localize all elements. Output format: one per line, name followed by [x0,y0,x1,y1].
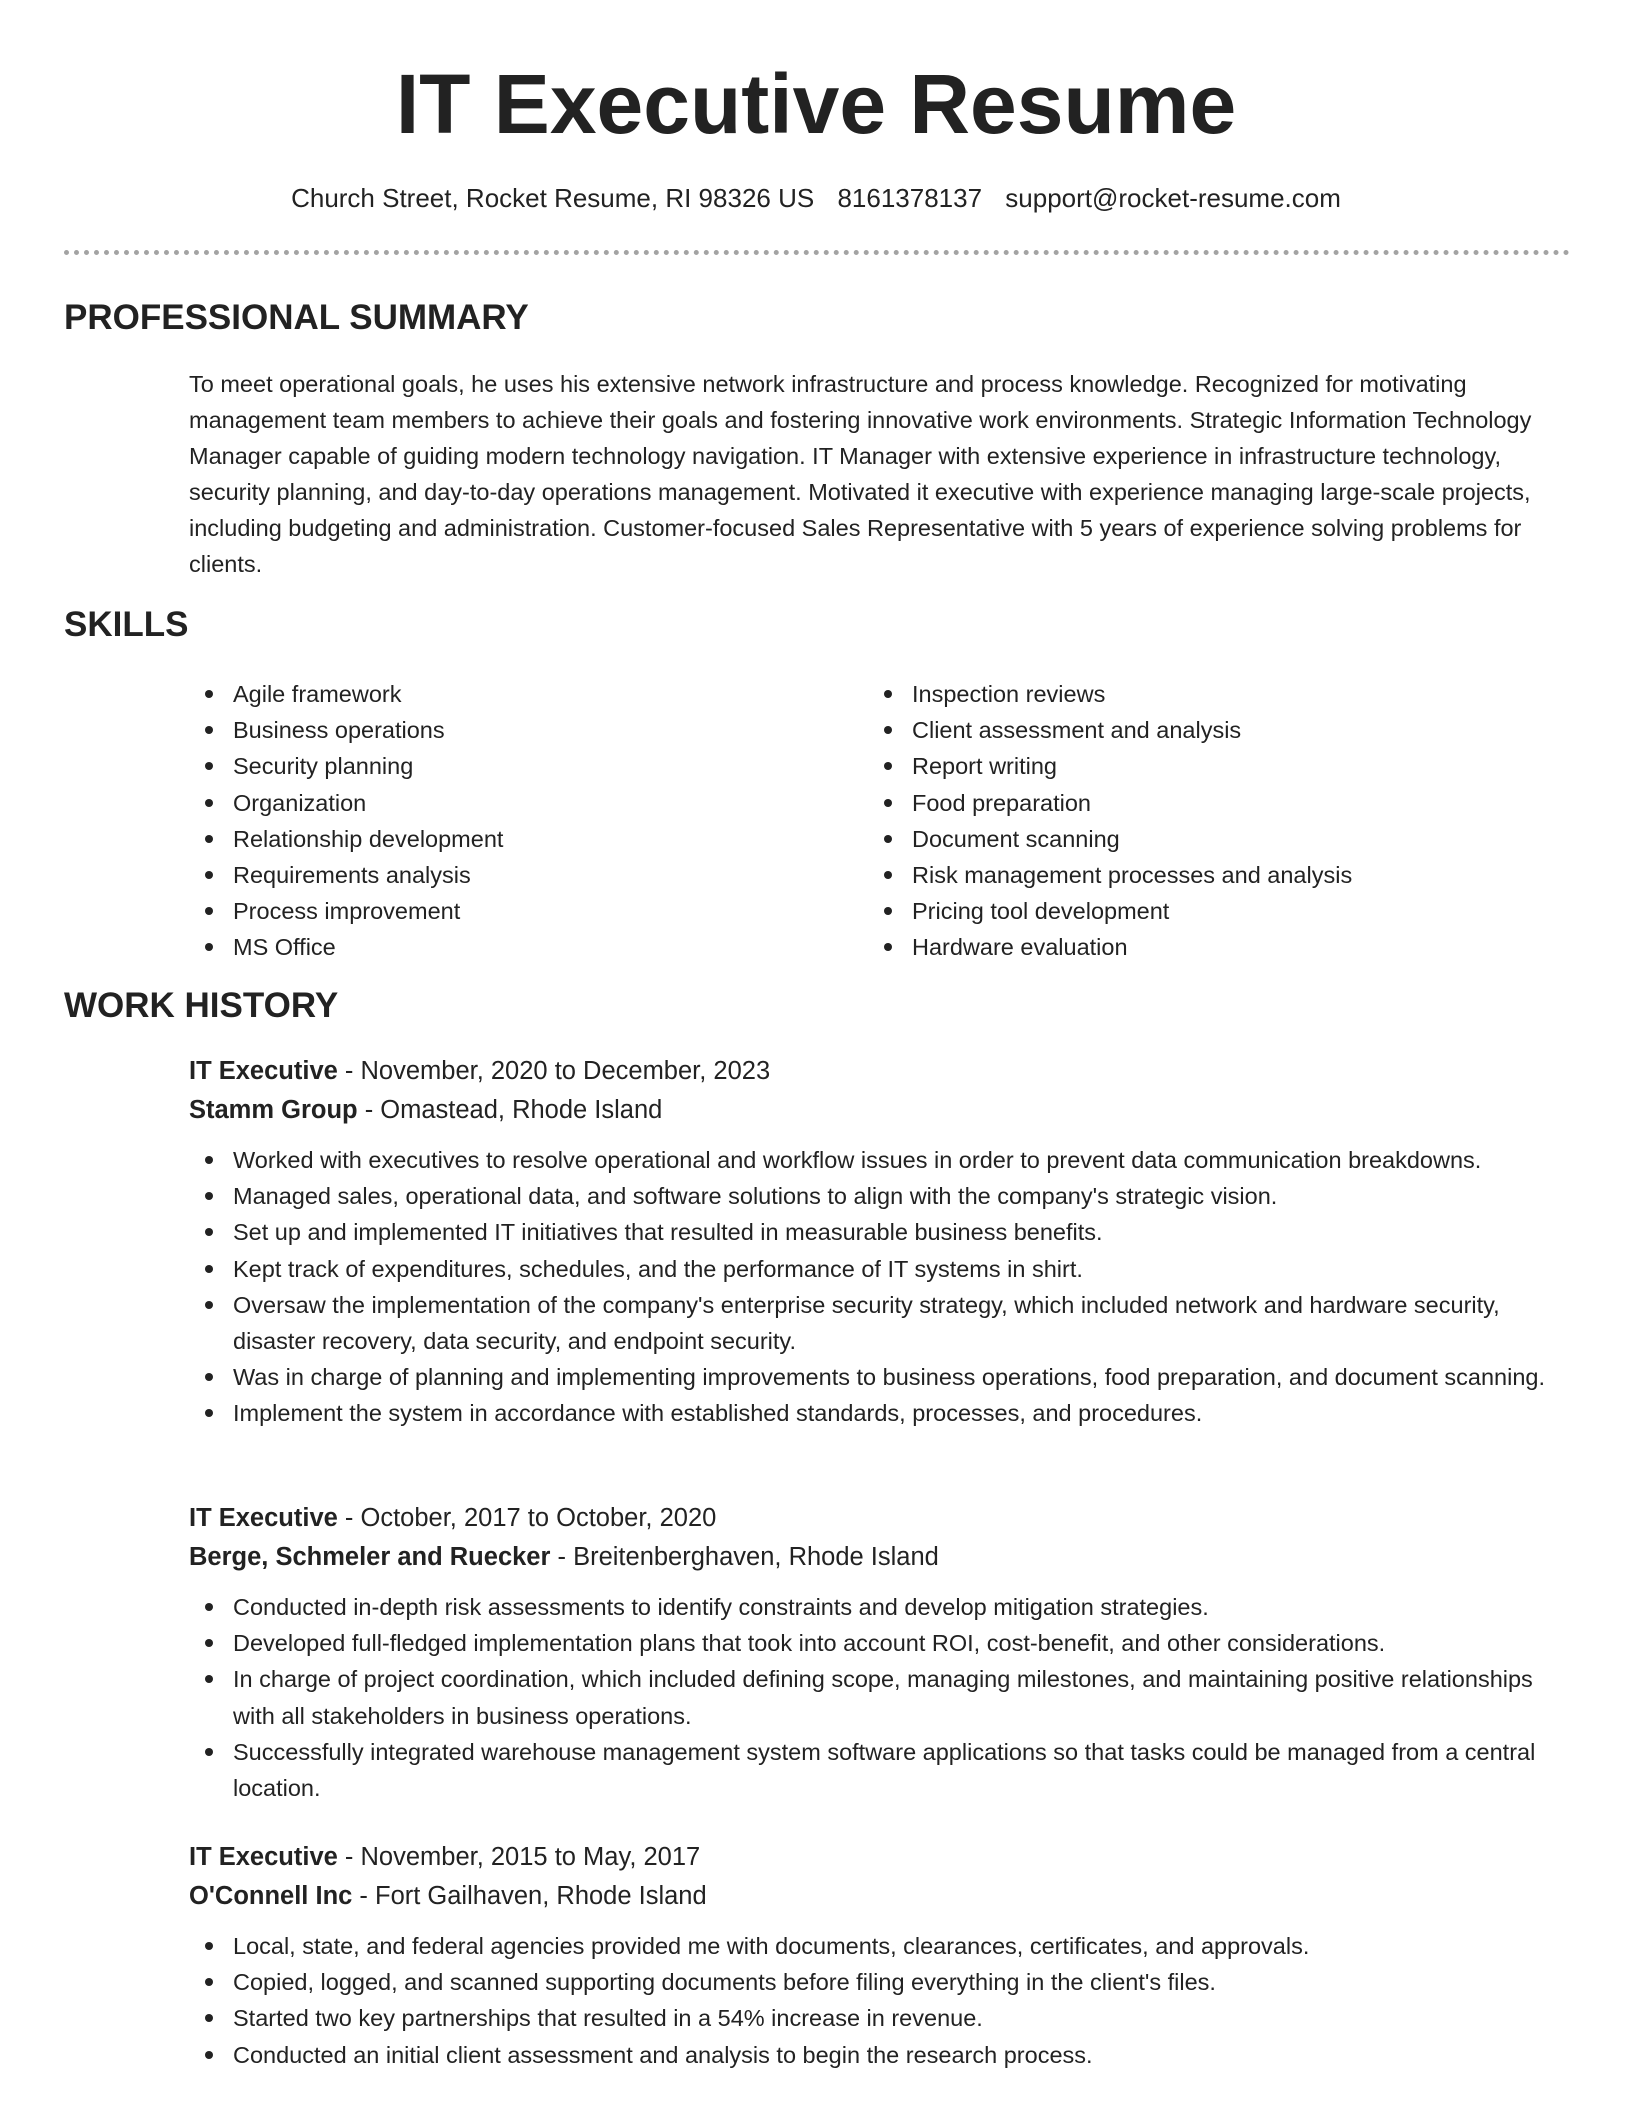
job-bullet: Implement the system in accordance with established standards, processes, and procedures. [189,1395,1579,1431]
job-title: IT Executive [189,1057,338,1085]
job-dates: - November, 2015 to May, 2017 [337,1843,701,1871]
job-employer [189,1537,1589,1577]
skill-item: Hardware evaluation [868,929,1508,965]
skill-item: Food preparation [868,785,1508,821]
job-bullet: Started two key partnerships that resulted in a 54% increase in revenue. [189,2000,1579,2036]
skill-item: Risk management processes and analysis [868,857,1508,893]
address-text: Church Street, Rocket Resume, RI 98326 US [291,183,815,213]
phone-text: 8161378137 [837,183,983,213]
job-bullet: Conducted an initial client assessment and analysis to begin the research process. [189,2037,1579,2073]
job-title: IT Executive [189,1843,338,1871]
skill-item: Agile framework [189,676,829,712]
section-title-skills: SKILLS [64,605,189,644]
skill-item: Organization [189,785,829,821]
job-title: IT Executive [189,1504,338,1532]
job-dates: - November, 2020 to December, 2023 [337,1057,771,1085]
skill-item: Report writing [868,748,1508,784]
job-bullet: Developed full-fledged implementation plans that took into account ROI, cost-benefit, and other considerations. [189,1625,1579,1661]
job-heading [189,1838,1589,1876]
job-bullet: Was in charge of planning and implementing improvements to business operations, food preparation, and document scanning. [189,1359,1579,1395]
job-bullet: Conducted in-depth risk assessments to identify constraints and develop mitigation strategies. [189,1589,1579,1625]
job-bullets [189,1142,1579,1432]
job-bullet: Local, state, and federal agencies provided me with documents, clearances, certificates, and approvals. [189,1928,1579,1964]
job-bullets [189,1589,1579,1806]
skill-item: Document scanning [868,821,1508,857]
job-entry [189,1052,1589,1432]
skill-item: Business operations [189,712,829,748]
job-bullet: Managed sales, operational data, and software solutions to align with the company's strategic vision. [189,1178,1579,1214]
summary-text: To meet operational goals, he uses his extensive network infrastructure and process knowledge. Recognized for motivating management team members to achieve their goals and fostering innovative work environments. Strategic Information Technology Manager capable of guiding modern technology navigation. IT Manager with extensive experience in infrastructure technology, security planning, and day-to-day operations management. Motivated it executive with experience managing large-scale projects, including budgeting and administration. Customer-focused Sales Representative with 5 years of experience solving problems for clients. [189,371,1532,577]
skill-item: Inspection reviews [868,676,1508,712]
email-link[interactable]: support@rocket-resume.com [1005,183,1341,213]
skill-item: Process improvement [189,893,829,929]
job-employer [189,1090,1589,1130]
job-location: - Fort Gailhaven, Rhode Island [352,1882,707,1910]
header-divider [64,250,1570,255]
job-entry [189,1838,1589,2073]
skills-list-right [868,676,1508,966]
job-bullets [189,1928,1579,2073]
skill-item: Pricing tool development [868,893,1508,929]
job-bullet: Oversaw the implementation of the company's enterprise security strategy, which included network and hardware security, disaster recovery, data security, and endpoint security. [189,1287,1579,1359]
resume-title: IT Executive Resume [395,57,1237,151]
job-bullet: Copied, logged, and scanned supporting documents before filing everything in the client's files. [189,1964,1579,2000]
job-bullet: In charge of project coordination, which included defining scope, managing milestones, and maintaining positive relationships with all stakeholders in business operations. [189,1661,1579,1733]
company-name: O'Connell Inc [189,1882,353,1910]
job-heading [189,1499,1589,1537]
job-location: - Omastead, Rhode Island [357,1096,663,1124]
job-dates: - October, 2017 to October, 2020 [337,1504,717,1532]
contact-info [0,180,1632,216]
company-name: Stamm Group [189,1096,358,1124]
job-bullet: Worked with executives to resolve operational and workflow issues in order to prevent data communication breakdowns. [189,1142,1579,1178]
section-title-summary: PROFESSIONAL SUMMARY [64,298,529,337]
job-location: - Breitenberghaven, Rhode Island [550,1543,939,1571]
job-heading [189,1052,1589,1090]
job-employer [189,1876,1589,1916]
skill-item: Requirements analysis [189,857,829,893]
job-bullet: Kept track of expenditures, schedules, and the performance of IT systems in shirt. [189,1251,1579,1287]
job-bullet: Successfully integrated warehouse management system software applications so that tasks could be managed from a central location. [189,1734,1579,1806]
skill-item: Relationship development [189,821,829,857]
job-entry [189,1499,1589,1806]
section-title-work: WORK HISTORY [64,986,339,1025]
skill-item: Client assessment and analysis [868,712,1508,748]
skills-list-left [189,676,829,966]
job-bullet: Set up and implemented IT initiatives that resulted in measurable business benefits. [189,1214,1579,1250]
skill-item: Security planning [189,748,829,784]
company-name: Berge, Schmeler and Ruecker [189,1543,551,1571]
skill-item: MS Office [189,929,829,965]
